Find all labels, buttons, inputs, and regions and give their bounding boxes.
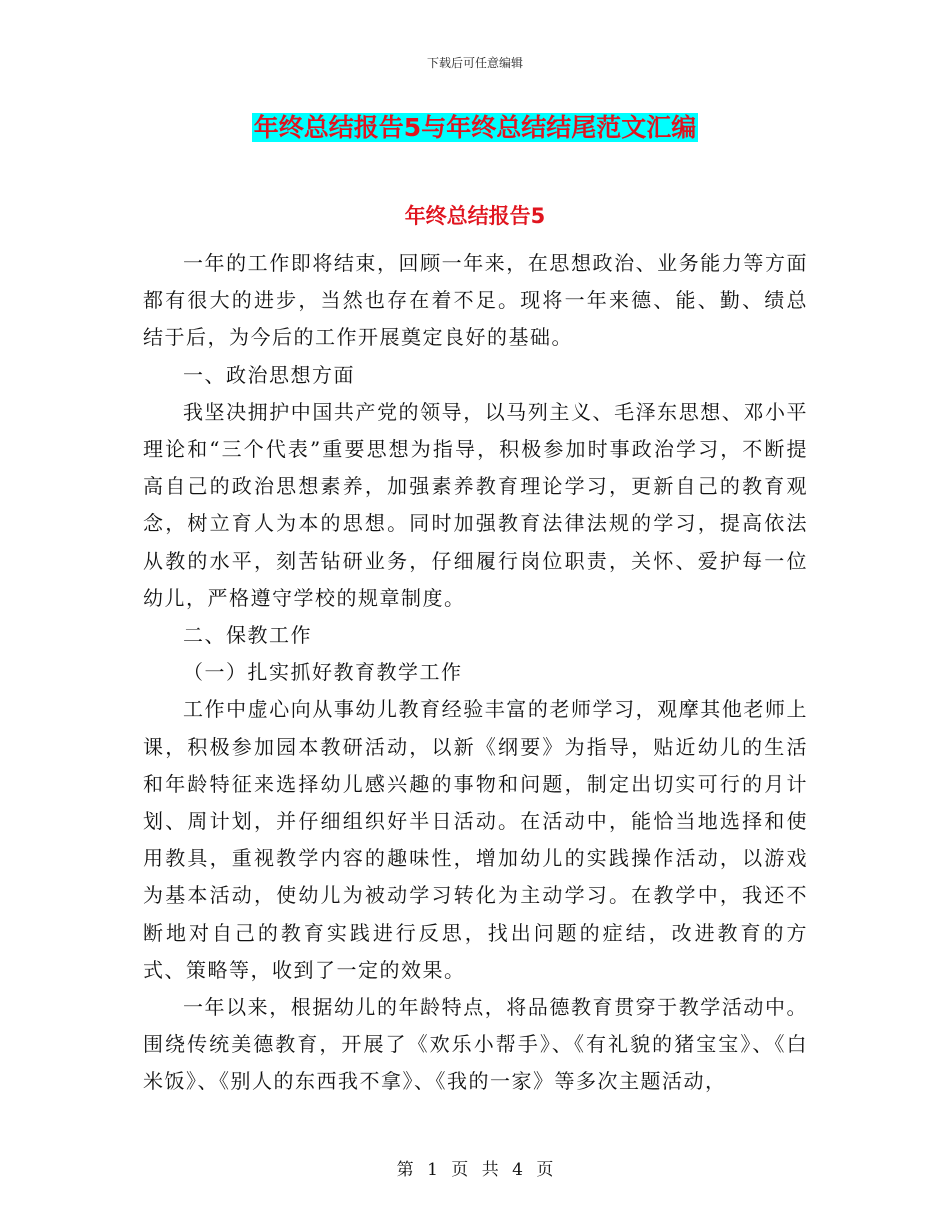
document-title bbox=[0, 110, 950, 146]
section-title: 年终总结报告5 bbox=[404, 204, 546, 228]
paragraph-teaching-work: 工作中虚心向从事幼儿教育经验丰富的老师学习，观摩其他老师上课，积极参加园本教研活动，以新《纲要》为指导，贴近幼儿的生活和年龄特征来选择幼儿感兴趣的事物和问题，制定出切实可行的月计划、周计划，并仔细组织好半日活动。在活动中，能恰当地选择和使用教具，重视教学内容的趣味性，增加幼儿的实践操作活动，以游戏为基本活动，使幼儿为被动学习转化为主动学习。在教学中，我还不断地对自己的教育实践进行反思，找出问题的症结，改进教育的方式、策略等，收到了一定的效果。 bbox=[143, 697, 808, 982]
paragraph-moral-education: 一年以来，根据幼儿的年龄特点，将品德教育贯穿于教学活动中。围绕传统美德教育，开展了《欢乐小帮手》、《有礼貌的猪宝宝》、《白米饭》、《别人的东西我不拿》、《我的一家》等多次主题活动， bbox=[143, 995, 808, 1094]
page-footer: 第 1 页 共 4 页 bbox=[396, 1160, 554, 1180]
page-header-note: 下载后可任意编辑 bbox=[426, 56, 523, 70]
paragraph-intro: 一年的工作即将结束，回顾一年来，在思想政治、业务能力等方面都有很大的进步，当然也存在着不足。现将一年来德、能、勤、绩总结于后，为今后的工作开展奠定良好的基础。 bbox=[143, 251, 808, 350]
subheading-teaching-work: （一）扎实抓好教育教学工作 bbox=[183, 660, 463, 685]
paragraph-political-thought: 我坚决拥护中国共产党的领导，以马列主义、毛泽东思想、邓小平理论和“三个代表”重要思想为指导，积极参加时事政治学习，不断提高自己的政治思想素养，加强素养教育理论学习，更新自己的教育观念，树立育人为本的思想。同时加强教育法律法规的学习，提高依法从教的水平，刻苦钻研业务，仔细履行岗位职责，关怀、爱护每一位幼儿，严格遵守学校的规章制度。 bbox=[143, 399, 808, 610]
document-title-highlight: 年终总结报告5与年终总结结尾范文汇编 bbox=[253, 113, 697, 142]
document-body bbox=[143, 245, 808, 1101]
heading-care-education: 二、保教工作 bbox=[183, 623, 312, 648]
heading-political-thought: 一、政治思想方面 bbox=[183, 362, 355, 387]
